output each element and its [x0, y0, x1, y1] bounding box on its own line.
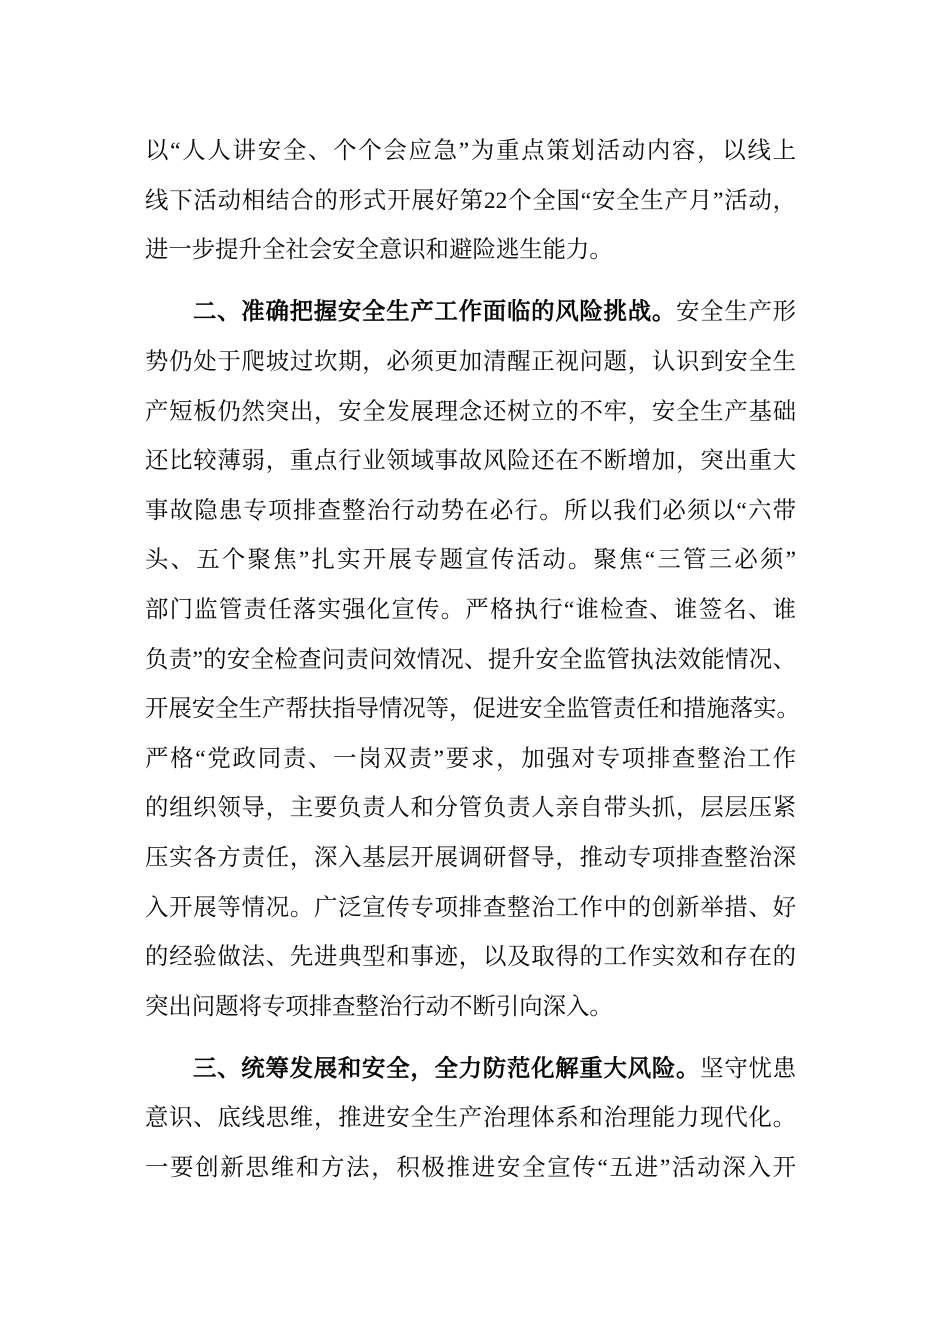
- text-line: 开展安全生产帮扶指导情况等，促进安全监管责任和措施落实。: [145, 696, 800, 723]
- text-line: 负责”的安全检查问责问效情况、提升安全监管执法效能情况、: [145, 646, 796, 673]
- text-line: 头、五个聚焦”扎实开展专题宣传活动。聚焦“三管三必须”: [145, 547, 796, 574]
- text-line-first: [145, 1045, 796, 1095]
- text-line: 压实各方责任，深入基层开展调研督导，推动专项排查整治深: [145, 844, 796, 871]
- text-run: 安全生产形: [676, 299, 797, 326]
- text-line: 的组织领导，主要负责人和分管负责人亲自带头抓，层层压紧: [145, 795, 796, 822]
- text-run: 坚守忧患: [700, 1055, 797, 1082]
- document-body: [145, 127, 800, 1194]
- text-line: 意识、底线思维，推进安全生产治理体系和治理能力现代化。: [145, 1105, 796, 1132]
- text-line: 部门监管责任落实强化宣传。严格执行“谁检查、谁签名、谁: [145, 596, 796, 623]
- text-line: 严格“党政同责、一岗双责”要求，加强对专项排查整治工作: [145, 745, 796, 772]
- text-line: 线下活动相结合的形式开展好第22个全国“安全生产月”活动，: [145, 187, 796, 214]
- text-line: 进一步提升全社会安全意识和避险逃生能力。: [145, 237, 613, 264]
- section-heading-2: 二、准确把握安全生产工作面临的风险挑战。: [193, 299, 677, 326]
- section-heading-3: 三、统筹发展和安全，全力防范化解重大风险。: [193, 1055, 701, 1082]
- paragraph-3: [145, 1045, 796, 1194]
- text-line: 事故隐患专项排查整治行动势在必行。所以我们必须以“六带: [145, 497, 796, 524]
- text-line: 的经验做法、先进典型和事迹，以及取得的工作实效和存在的: [145, 944, 796, 971]
- text-line: 还比较薄弱，重点行业领域事故风险还在不断增加，突出重大: [145, 448, 796, 475]
- text-line: 入开展等情况。广泛宣传专项排查整治工作中的创新举措、好: [145, 894, 796, 921]
- text-line: 一要创新思维和方法，积极推进安全宣传“五进”活动深入开: [145, 1155, 796, 1182]
- text-line: 产短板仍然突出，安全发展理念还树立的不牢，安全生产基础: [145, 398, 796, 425]
- text-line: 以“人人讲安全、个个会应急”为重点策划活动内容，以线上: [145, 138, 796, 164]
- paragraph-2: [145, 288, 800, 1032]
- paragraph-1: [145, 127, 796, 276]
- text-line: 势仍处于爬坡过坎期，必须更加清醒正视问题，认识到安全生: [145, 348, 796, 375]
- text-line: 突出问题将专项排查整治行动不断引向深入。: [145, 993, 613, 1020]
- text-line-first: [145, 288, 796, 338]
